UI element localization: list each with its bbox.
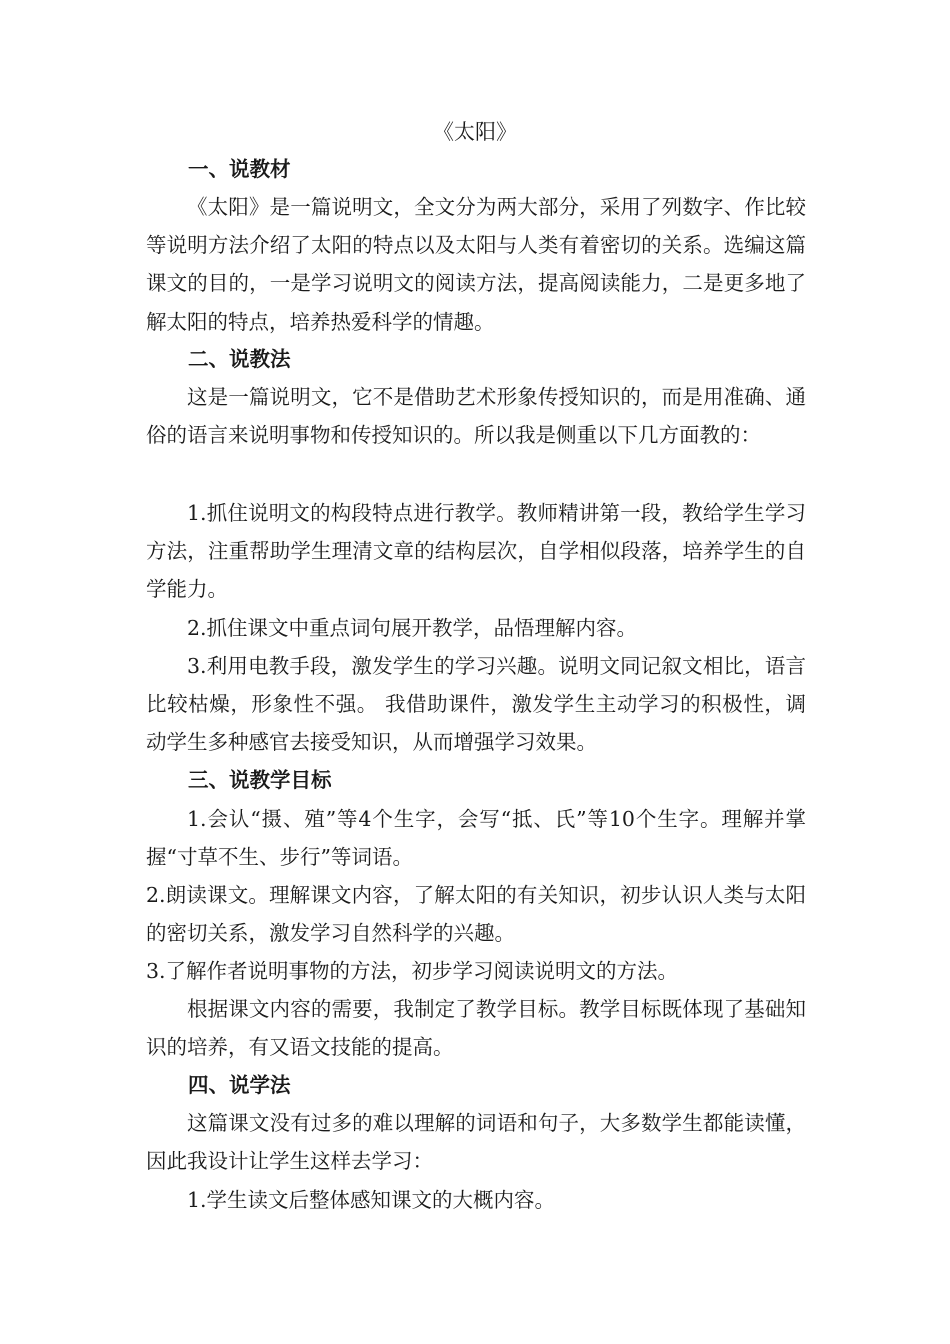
paragraph: 3.利用电教手段，激发学生的学习兴趣。说明文同记叙文相比，语言比较枯燥，形象性不强。 我借助课件，激发学生主动学习的积极性，调动学生多种感官去接受知识，从而增强学习效果。 <box>146 654 806 755</box>
paragraph: 根据课文内容的需要，我制定了教学目标。教学目标既体现了基础知识的培养，有又语文技能的提高。 <box>146 997 806 1060</box>
paragraph: 1.抓住说明文的构段特点进行教学。教师精讲第一段，教给学生学习方法，注重帮助学生理清文章的结构层次，自学相似段落，培养学生的自学能力。 <box>146 501 806 602</box>
paragraph: 3.了解作者说明事物的方法，初步学习阅读说明文的方法。 <box>146 959 679 983</box>
document-title: 《太阳》 <box>433 120 517 144</box>
section-heading-teaching-material: 一、说教材 <box>188 157 291 181</box>
section-heading-teaching-method: 二、说教法 <box>188 347 291 371</box>
paragraph: 1.会认“摄、殖”等4个生字，会写“抵、氏”等10个生字。理解并掌握“寸草不生、步行”等词语。 <box>146 807 806 870</box>
paragraph: 《太阳》是一篇说明文，全文分为两大部分，采用了列数字、作比较等说明方法介绍了太阳的特点以及太阳与人类有着密切的关系。选编这篇课文的目的，一是学习说明文的阅读方法，提高阅读能力，二是更多地了解太阳的特点，培养热爱科学的情趣。 <box>146 195 806 334</box>
paragraph: 2.朗读课文。理解课文内容，了解太阳的有关知识，初步认识人类与太阳的密切关系，激发学习自然科学的兴趣。 <box>146 883 806 946</box>
section-heading-learning-method: 四、说学法 <box>188 1073 291 1097</box>
paragraph: 这篇课文没有过多的难以理解的词语和句子，大多数学生都能读懂，因此我设计让学生这样去学习： <box>146 1111 806 1174</box>
paragraph: 2.抓住课文中重点词句展开教学，品悟理解内容。 <box>187 616 638 640</box>
paragraph: 这是一篇说明文，它不是借助艺术形象传授知识的，而是用准确、通俗的语言来说明事物和传授知识的。所以我是侧重以下几方面教的： <box>146 385 806 448</box>
paragraph: 1.学生读文后整体感知课文的大概内容。 <box>187 1188 556 1212</box>
section-heading-teaching-goals: 三、说教学目标 <box>188 768 332 792</box>
